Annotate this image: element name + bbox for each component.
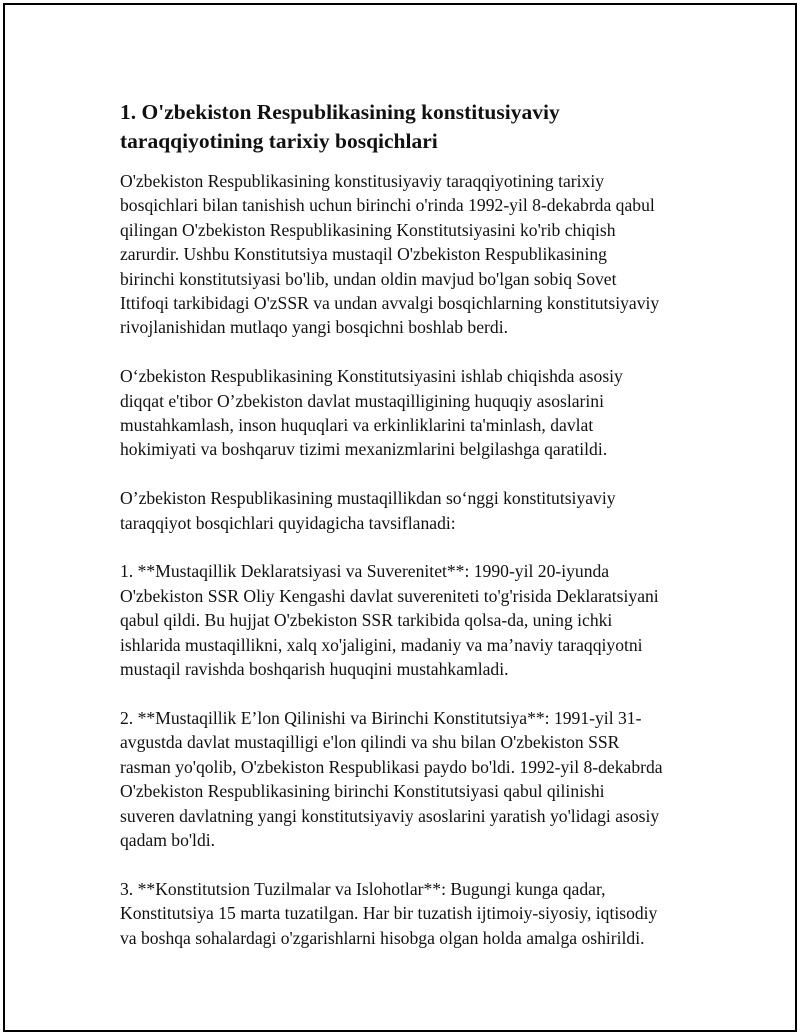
body-paragraph (120, 706, 698, 852)
paragraph-line: 2. **Mustaqillik E’lon Qilinishi va Birinchi Konstitutsiya**: 1991-yil 31- (120, 707, 642, 728)
body-paragraph (120, 364, 698, 462)
paragraph-list (120, 169, 698, 950)
body-paragraph (120, 559, 698, 681)
section-title-line: 1. O'zbekiston Respublikasining konstitusiyaviy (120, 100, 560, 124)
paragraph-line: diqqat e'tibor O’zbekiston davlat mustaqilligining huquqiy asoslarini (120, 390, 604, 411)
paragraph-line: mustahkamlash, inson huquqlari va erkinliklarini ta'minlash, davlat (120, 415, 594, 436)
paragraph-line: va boshqa sohalardagi o'zgarishlarni hisobga olgan holda amalga oshirildi. (120, 927, 645, 948)
paragraph-line: mustaqil ravishda boshqarish huquqini mustahkamladi. (120, 659, 509, 680)
paragraph-line: O‘zbekiston Respublikasining Konstitutsiyasini ishlab chiqishda asosiy (120, 366, 623, 387)
document-page (3, 3, 797, 1032)
paragraph-line: qabul qildi. Bu hujjat O'zbekiston SSR tarkibida qolsa-da, uning ichki (120, 610, 613, 631)
paragraph-line: qilingan O'zbekiston Respublikasining Konstitutsiyasini ko'rib chiqish (120, 219, 616, 240)
paragraph-line: bosqichlari bilan tanishish uchun birinchi o'rinda 1992-yil 8-dekabrda qabul (120, 195, 655, 216)
body-paragraph (120, 169, 698, 340)
paragraph-line: hokimiyati va boshqaruv tizimi mexanizmlarini belgilashga qaratildi. (120, 439, 608, 460)
paragraph-line: qadam bo'ldi. (120, 829, 216, 850)
body-paragraph (120, 486, 698, 535)
paragraph-line: ishlarida mustaqillikni, xalq xo'jaligini, madaniy va ma’naviy taraqqiyotni (120, 634, 643, 655)
paragraph-line: Ittifoqi tarkibidagi O'zSSR va undan avvalgi bosqichlarning konstitutsiyaviy (120, 293, 660, 314)
paragraph-line: zarurdir. Ushbu Konstitutsiya mustaqil O'zbekiston Respublikasining (120, 244, 607, 265)
paragraph-line: birinchi konstitutsiyasi bo'lib, undan oldin mavjud bo'lgan sobiq Sovet (120, 268, 617, 289)
paragraph-line: O’zbekiston Respublikasining mustaqillikdan so‘nggi konstitutsiyaviy (120, 488, 616, 509)
document-body (120, 98, 698, 974)
body-paragraph (120, 877, 698, 950)
paragraph-line: rivojlanishidan mutlaqo yangi bosqichni boshlab berdi. (120, 317, 508, 338)
paragraph-line: O'zbekiston Respublikasining birinchi Konstitutsiyasi qabul qilinishi (120, 781, 605, 802)
paragraph-line: 3. **Konstitutsion Tuzilmalar va Islohotlar**: Bugungi kunga qadar, (120, 878, 606, 899)
paragraph-line: O'zbekiston Respublikasining konstitusiyaviy taraqqiyotining tarixiy (120, 171, 605, 191)
paragraph-line: O'zbekiston SSR Oliy Kengashi davlat suvereniteti to'g'risida Deklaratsiyani (120, 585, 659, 606)
paragraph-line: rasman yo'qolib, O'zbekiston Respublikasi paydo bo'ldi. 1992-yil 8-dekabrda (120, 756, 663, 777)
paragraph-line: suveren davlatning yangi konstitutsiyaviy asoslarini yaratish yo'lidagi asosiy (120, 805, 660, 826)
paragraph-line: 1. **Mustaqillik Deklaratsiyasi va Suverenitet**: 1990-yil 20-iyunda (120, 561, 610, 582)
section-title-line: taraqqiyotining tarixiy bosqichlari (120, 129, 438, 153)
paragraph-line: Konstitutsiya 15 marta tuzatilgan. Har bir tuzatish ijtimoiy-siyosiy, iqtisodiy (120, 903, 658, 924)
paragraph-line: avgustda davlat mustaqilligi e'lon qilindi va shu bilan O'zbekiston SSR (120, 732, 620, 753)
section-title (120, 98, 698, 156)
paragraph-line: taraqqiyot bosqichlari quyidagicha tavsiflanadi: (120, 512, 456, 533)
